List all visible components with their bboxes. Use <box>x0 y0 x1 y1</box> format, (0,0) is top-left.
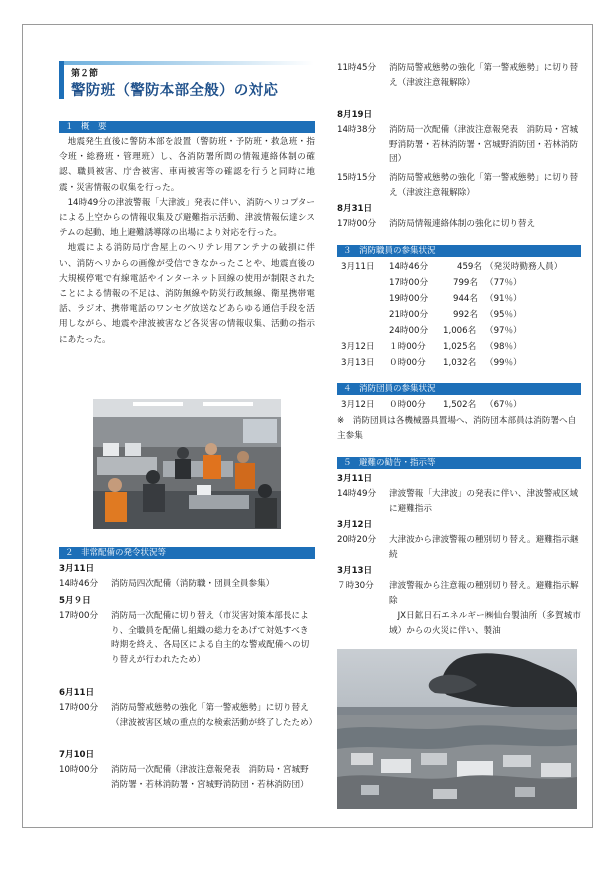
heading-label: 消防団員の参集状況 <box>359 384 436 394</box>
row-time: 17時00分 <box>389 278 429 288</box>
entry-text: 消防局一次配備に切り替え（市災害対策本部長により、全職員を配備し組織の総力をあげて対処すべき時期を終え、各局区による自主的な警戒配備への切り替えが行われたため） <box>111 611 310 665</box>
desk <box>163 461 233 477</box>
log-entry <box>337 533 581 563</box>
row-count: 1,032名 <box>443 358 477 368</box>
building <box>515 787 535 797</box>
entry-time: 14時49分 <box>337 489 377 499</box>
desk <box>189 495 249 509</box>
person <box>255 498 277 528</box>
building <box>381 759 411 773</box>
building <box>457 761 493 777</box>
row-percent: （98％） <box>485 342 522 352</box>
heading-staff <box>337 245 581 257</box>
window <box>243 419 277 443</box>
heading-volunteer <box>337 383 581 395</box>
entry-time: 20時20分 <box>337 535 377 545</box>
row-count: 944名 <box>453 294 478 304</box>
row-time: 24時00分 <box>389 326 429 336</box>
log-entry <box>337 61 581 107</box>
heading-number: ２ <box>65 548 74 558</box>
heading-number: ５ <box>343 458 352 468</box>
entry-date: 3月13日 <box>337 566 373 576</box>
entry-text: 消防局一次配備（津波注意報発表 消防局・宮城野消防署・若林消防署・宮城野消防団・若林消防団） <box>389 125 579 165</box>
person <box>143 484 165 512</box>
horizon-land <box>337 707 577 715</box>
section-gradient-rule <box>64 61 314 65</box>
building <box>361 785 379 795</box>
entry-text: 消防局四次配備（消防職・団員全員参集） <box>111 579 275 589</box>
log-entry <box>59 763 315 809</box>
building <box>421 753 447 765</box>
row-date: 3月11日 <box>341 262 375 272</box>
entry-time: 17時00分 <box>59 703 99 713</box>
paragraph: 14時49分の津波警報「大津波」発表に伴い、消防ヘリコプターによる上空からの情報収集及び避難指示活動、津波情報伝達システムの起動、地上避難誘導隊の出場により対応を行った。 <box>59 197 315 239</box>
row-time: 19時00分 <box>389 294 429 304</box>
page-frame <box>22 24 593 828</box>
log-entry <box>337 123 581 169</box>
entry-text: 消防局情報連絡体制の強化に切り替え <box>389 219 536 229</box>
building <box>541 763 571 777</box>
row-count: 1,502名 <box>443 400 477 410</box>
row-count: 1,025名 <box>443 342 477 352</box>
row-count: 459名 <box>457 262 482 272</box>
entry-time: 15時15分 <box>337 173 377 183</box>
row-time: ０時00分 <box>389 358 426 368</box>
row-time: 21時00分 <box>389 310 429 320</box>
person <box>105 492 127 522</box>
entry-text: 消防局警戒態勢の強化「第一警戒態勢」に切り替え（津波被害区域の重点的な検索活動が終了したため） <box>111 703 318 728</box>
paragraph: JX日鉱日石エネルギー㈱仙台製油所（多賀城市域）からの火災に伴い、製油 <box>389 611 581 637</box>
person <box>237 451 249 463</box>
entry-text: 大津波から津波警報の種別切り替え。避難指示継続 <box>389 535 579 560</box>
heading-alert-status <box>59 547 315 559</box>
paragraph: 地震発生直後に警防本部を設置（警防班・予防班・救急班・指令班・総務班・管理班）し、各消防署所間の情報連絡体制の確認、職員被害、庁舎被害、車両被害等の確認を行うと同時に地震・災害情報の収集を行った。 <box>59 137 315 193</box>
row-time: １時00分 <box>389 342 426 352</box>
entry-date: 3月11日 <box>59 564 95 574</box>
monitor <box>125 443 141 456</box>
entry-time: 17時00分 <box>337 219 377 229</box>
entry-time: 14時38分 <box>337 125 377 135</box>
entry-time: 10時00分 <box>59 765 99 775</box>
heading-number: ３ <box>343 246 352 256</box>
log-entry <box>337 171 581 201</box>
entry-time: 11時45分 <box>337 63 377 73</box>
entry-date: 3月12日 <box>337 520 373 530</box>
person <box>235 463 255 489</box>
heading-label: 非常配備の発令状況等 <box>81 548 167 558</box>
entry-text: 消防局警戒態勢の強化「第一警戒態勢」に切り替え（津波注意報解除） <box>389 63 579 88</box>
heading-label: 避難の勧告・指示等 <box>359 458 436 468</box>
log-entry <box>337 217 581 233</box>
row-percent: （99％） <box>485 358 522 368</box>
building <box>351 753 373 765</box>
entry-text: 津波警報から注意報の種別切り替え。避難指示解除 <box>389 581 579 606</box>
row-date: 3月12日 <box>341 342 375 352</box>
ceiling-light <box>133 402 183 406</box>
person <box>146 470 160 484</box>
section-header <box>59 61 315 107</box>
row-date: 3月12日 <box>341 400 375 410</box>
ceiling-light <box>203 402 253 406</box>
log-entry <box>59 701 318 747</box>
row-percent: （91％） <box>485 294 522 304</box>
row-percent: （77％） <box>485 278 522 288</box>
row-percent: （67％） <box>485 400 522 410</box>
row-time: 14時46分 <box>389 262 429 272</box>
person <box>177 447 189 459</box>
entry-date: 6月11日 <box>59 688 95 698</box>
entry-date: 3月11日 <box>337 474 373 484</box>
monitor <box>103 443 119 456</box>
heading-evacuation <box>337 457 581 469</box>
heading-label: 概 要 <box>81 122 107 132</box>
person <box>175 459 191 479</box>
log-entry <box>337 487 581 517</box>
row-time: ０時00分 <box>389 400 426 410</box>
entry-date: 7月10日 <box>59 750 95 760</box>
photo-refinery-fire-aerial <box>337 649 577 809</box>
entry-time: 17時00分 <box>59 611 99 621</box>
ceiling <box>93 399 281 417</box>
entry-date: 8月31日 <box>337 204 373 214</box>
entry-time: 14時46分 <box>59 579 99 589</box>
paragraph: 地震による消防局庁舎屋上のヘリテレ用アンテナの破損に伴い、消防ヘリからの画像が受信できなかったことや、地震直後の大規模停電で有線電話やインターネット回線の使用が制限されたことによる情報の不足は、消防無線や防災行政無線、衛星携帯電話、ラジオ、携帯電話のワンセグ放送などあらゆる通信手段を活用しながら、地震や津波被害など各災害の情報収集、活動の指示にあたった。 <box>59 243 315 345</box>
entry-text: 消防局一次配備（津波注意報発表 消防局・宮城野消防署・若林消防署・宮城野消防団・若林消防団） <box>111 765 309 790</box>
log-entry <box>337 579 581 609</box>
entry-time: ７時30分 <box>337 581 374 591</box>
section-number: 第２節 <box>71 69 99 79</box>
heading-overview <box>59 121 315 133</box>
row-percent: （97％） <box>485 326 522 336</box>
note-text: ※ 消防団員は各機械器具置場へ、消防団本部員は消防署へ自主参集 <box>337 416 577 441</box>
heading-label: 消防職員の参集状況 <box>359 246 436 256</box>
building <box>433 789 457 799</box>
heading-number: ４ <box>343 384 352 394</box>
log-entry <box>59 577 315 593</box>
entry-text: 消防局警戒態勢の強化「第一警戒態勢」に切り替え（津波注意報解除） <box>389 173 579 198</box>
section-accent-bar <box>59 61 64 99</box>
photo-headquarters-room <box>93 399 281 529</box>
heading-number: １ <box>65 122 74 132</box>
person <box>205 443 217 455</box>
row-count: 992名 <box>453 310 478 320</box>
section-title: 警防班（警防本部全般）の対応 <box>71 83 279 99</box>
person <box>258 484 272 498</box>
row-percent: （発災時勤務人員） <box>485 262 563 272</box>
overview-text <box>59 135 315 348</box>
entry-date: 5月９日 <box>59 596 91 606</box>
row-count: 799名 <box>453 278 478 288</box>
volunteer-note <box>337 414 581 444</box>
row-date: 3月13日 <box>341 358 375 368</box>
log-entry <box>59 609 315 685</box>
person <box>108 478 122 492</box>
row-count: 1,006名 <box>443 326 477 336</box>
laptop <box>197 485 211 495</box>
person <box>203 455 221 479</box>
entry-date: 8月19日 <box>337 110 373 120</box>
evacuation-trailing-text <box>389 609 581 639</box>
entry-text: 津波警報「大津波」の発表に伴い、津波警戒区域に避難指示 <box>389 489 579 514</box>
row-percent: （95％） <box>485 310 522 320</box>
building <box>503 755 531 767</box>
